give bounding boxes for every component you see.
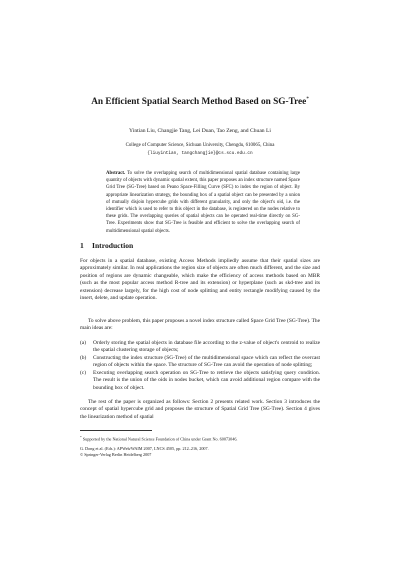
list-item-text: Orderly storing the spatial objects in database file according to the z-value of object's centroid to realize the spatial clustering storage of objects; <box>93 340 320 354</box>
title-text: An Efficient Spatial Search Method Based on SG-Tree <box>91 97 307 108</box>
paper-title <box>0 97 400 107</box>
footnote-text: Supported by the National Natural Science Foundation of China under Grant No. 60073046. <box>82 436 238 442</box>
list-item <box>80 340 320 355</box>
section-number: 1 <box>80 241 84 250</box>
section-title: Introduction <box>92 241 134 250</box>
author-list: Yintian Liu, Changjie Tang, Lei Duan, Tao Zeng, and Chuan Li <box>129 128 271 134</box>
list-item <box>80 355 320 370</box>
list-item-text: Executing overlapping search operation on SG-Tree to retrieve the objects satisfying query condition. The result is the union of the oids in nodes bucket, which can avoid additional region compare with the bounding box of object. <box>93 369 320 391</box>
copyright-block <box>80 446 340 458</box>
footnote-rule <box>80 430 152 431</box>
list-item-mark: (b) <box>80 354 87 361</box>
abstract-text: To solve the overlapping search of multidimensional spatial database containing large quantity of objects with dynamic spatial extent, this paper proposes an index structure named Space Grid Tree (SG-Tree) based on Peano Space-Filling Curve (SFC) to index the region of object. By appropriate linearization strategy, the bounding box of a spatial object can be presented by a union of mutually disjoin hypercube grids with different granularity, and only the object's oid, i.e. the identifier which is used to refer to this object in the database, is registered on the nodes relative to these grids. The overlapping queries of spatial objects can be operated real-time directly on SG-Tree. Experiments show that SG-Tree is feasible and efficient to solve the overlapping search of multidimensional spatial objects. <box>106 171 300 234</box>
section-heading <box>80 241 133 250</box>
list-item-mark: (c) <box>80 369 86 376</box>
list-item-mark: (a) <box>80 340 86 346</box>
paragraph-1: For objects in a spatial database, existing Access Methods impliedly assume that their spatial sizes are approximately similar. In real applications the region size of objects are often much different, and the size and position of regions are dynamic changeable, which make the efficiency of access methods based on MBR (such as the most popular access method R-tree and its extension) or hyperplane (such as skd-tree and its extension) decrease largely, for the high cost of node splitting and entity rectangle modifying caused by the insert, delete, and update operation. <box>80 258 320 302</box>
affiliation-line: College of Computer Science, Sichuan University, Chengdu, 610065, China <box>125 143 275 148</box>
main-ideas-list <box>80 340 320 392</box>
author-emails: {liuyintian, tangchangjie}@cs.scu.edu.cn <box>147 150 253 156</box>
affiliation <box>0 142 400 157</box>
title-footnote-mark: * <box>306 97 309 102</box>
abstract <box>106 170 300 235</box>
citation-line: G. Dong et al. (Eds.): APWeb/WAIM 2007, LNCS 4505, pp. 212–216, 2007. <box>80 446 209 451</box>
list-item <box>80 370 320 392</box>
copyright-line: © Springer-Verlag Berlin Heidelberg 2007 <box>80 452 152 457</box>
footnote <box>80 434 340 442</box>
list-item-text: Constructing the index structure (SG-Tree) of the multidimensional space which can reflect the overcast region of objects within the space. The structure of SG-Tree can avoid the operation of node splitting; <box>93 354 320 369</box>
footnote-mark: * <box>80 435 82 439</box>
paragraph-3: The rest of the paper is organized as follows: Section 2 presents related work. Section 3 introduces the concept of spatial hypercube grid and proposes the structure of Spatial Grid Tree (SG-Tree). Section 4 gives the linearization method of spatial <box>80 399 320 420</box>
abstract-label: Abstract. <box>106 171 126 176</box>
paragraph-2: To solve above problem, this paper proposes a novel index structure called Space Grid Tree (SG-Tree). The main ideas are: <box>80 318 320 332</box>
